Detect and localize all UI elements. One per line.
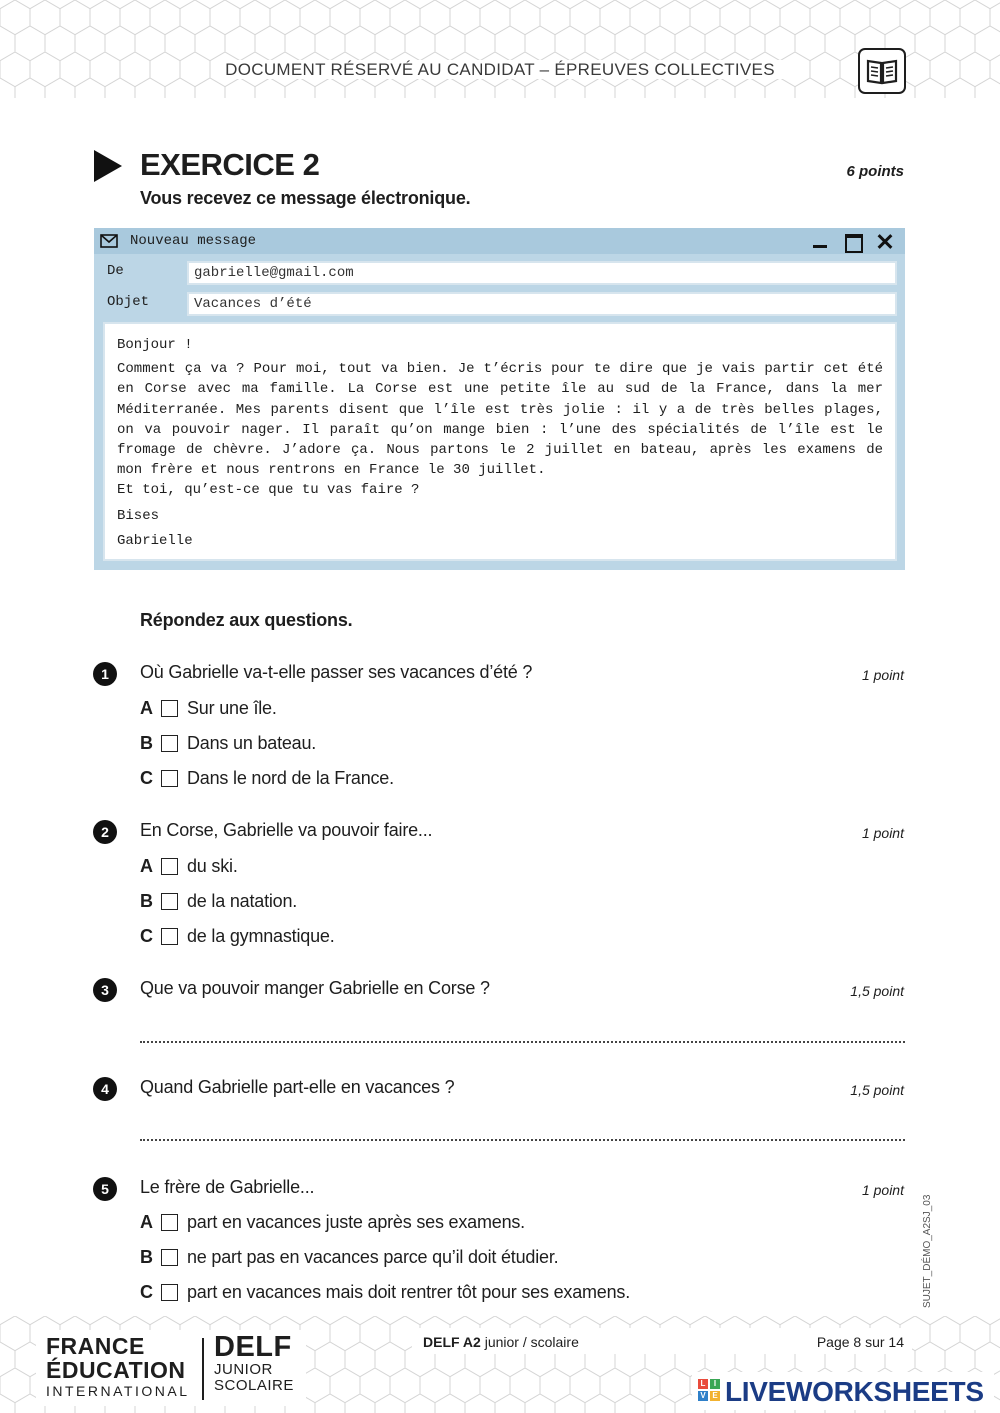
question-text: Où Gabrielle va-t-elle passer ses vacances d’été ? xyxy=(140,662,533,682)
question-points: 1,5 point xyxy=(850,983,904,999)
exercise-title: EXERCICE 2 xyxy=(140,147,320,182)
option-letter: C xyxy=(140,1282,153,1302)
liveworksheets-brand: LIVEWORKSHEETS xyxy=(725,1376,984,1407)
answer-instruction: Répondez aux questions. xyxy=(140,610,353,630)
exam-level-bold: DELF A2 xyxy=(423,1334,481,1350)
question-number: 3 xyxy=(93,978,117,1002)
france-education-logo xyxy=(46,1334,189,1400)
logo-letter: E xyxy=(710,1391,720,1401)
delf-logo xyxy=(214,1332,294,1394)
logo-letter: I xyxy=(710,1379,720,1389)
logo-line: FRANCE xyxy=(46,1333,145,1359)
answer-line[interactable] xyxy=(140,1041,905,1043)
maximize-icon[interactable] xyxy=(841,230,865,252)
question-points: 1 point xyxy=(861,825,904,841)
answer-checkbox[interactable] xyxy=(161,1249,178,1266)
liveworksheets-icon xyxy=(698,1379,722,1403)
exercise-points: 6 points xyxy=(846,163,904,180)
exercise-intro: Vous recevez ce message électronique. xyxy=(140,188,471,208)
option-text: de la gymnastique. xyxy=(187,926,335,946)
option-text: Dans le nord de la France. xyxy=(187,768,394,788)
option-text: part en vacances juste après ses examens. xyxy=(187,1212,525,1232)
answer-checkbox[interactable] xyxy=(161,858,178,875)
email-question-line: Et toi, qu’est-ce que tu vas faire ? xyxy=(117,482,420,499)
email-signature: Gabrielle xyxy=(117,532,193,549)
logo-line: SCOLAIRE xyxy=(214,1377,294,1394)
answer-checkbox[interactable] xyxy=(161,770,178,787)
option-letter: C xyxy=(140,768,153,788)
email-window-title: Nouveau message xyxy=(130,233,257,249)
from-label: De xyxy=(107,263,124,279)
question-points: 1 point xyxy=(861,667,904,683)
email-body xyxy=(103,322,897,561)
envelope-icon xyxy=(100,234,118,248)
option-letter: B xyxy=(140,1247,153,1267)
question-number: 1 xyxy=(93,662,117,686)
answer-checkbox[interactable] xyxy=(161,735,178,752)
answer-line[interactable] xyxy=(140,1139,905,1141)
option-letter: B xyxy=(140,733,153,753)
question-text: En Corse, Gabrielle va pouvoir faire... xyxy=(140,820,433,840)
option-text: Sur une île. xyxy=(187,698,277,718)
option-letter: A xyxy=(140,1212,153,1232)
email-greeting: Bonjour ! xyxy=(117,337,193,353)
page-number: Page 8 sur 14 xyxy=(816,1334,904,1350)
option-text: de la natation. xyxy=(187,891,298,911)
logo-line: DELF xyxy=(214,1331,292,1363)
exercise-arrow-icon xyxy=(94,150,122,182)
option-text: du ski. xyxy=(187,856,238,876)
question-number: 2 xyxy=(93,820,117,844)
from-field[interactable]: gabrielle@gmail.com xyxy=(187,261,897,285)
email-main-text: Comment ça va ? Pour moi, tout va bien. Je t’écris pour te dire que je vais partir cet été en Corse avec ma famille. La Corse est une petite île au sud de la France, dans la mer Méditerranée. Mes parents disent que l’île est très jolie : il y a de très belles plages, on va pouvoir nager. Il paraît qu’on mange bien : l’une des spécialités de l’île est le fromage de chèvre. J’adore ça. Nous partons le 2 juillet en bateau, après les examens de mon frère et nous rentrons en France le 30 juillet. xyxy=(117,361,883,479)
question-points: 1 point xyxy=(861,1182,904,1198)
option-letter: C xyxy=(140,926,153,946)
logo-line: ÉDUCATION xyxy=(46,1357,186,1383)
question-points: 1,5 point xyxy=(850,1082,904,1098)
answer-checkbox[interactable] xyxy=(161,1214,178,1231)
document-code: SUJET_DÉMO_A2SJ_03 xyxy=(922,1194,933,1308)
option-text: Dans un bateau. xyxy=(187,733,317,753)
header-hexagon-pattern xyxy=(0,0,1000,98)
close-icon[interactable] xyxy=(874,230,898,252)
subject-field[interactable]: Vacances d’été xyxy=(187,292,897,316)
question-text: Quand Gabrielle part-elle en vacances ? xyxy=(140,1077,455,1097)
logo-letter: V xyxy=(698,1391,708,1401)
logo-line: JUNIOR xyxy=(214,1361,273,1378)
header-title: DOCUMENT RÉSERVÉ AU CANDIDAT – ÉPREUVES COLLECTIVES xyxy=(0,60,1000,80)
answer-checkbox[interactable] xyxy=(161,700,178,717)
answer-checkbox[interactable] xyxy=(161,893,178,910)
exam-level xyxy=(423,1334,579,1350)
book-icon xyxy=(858,48,906,94)
option-letter: A xyxy=(140,856,153,876)
email-window xyxy=(94,228,905,570)
option-letter: B xyxy=(140,891,153,911)
question-number: 5 xyxy=(93,1177,117,1201)
answer-checkbox[interactable] xyxy=(161,1284,178,1301)
option-text: ne part pas en vacances parce qu’il doit étudier. xyxy=(187,1247,559,1267)
answer-checkbox[interactable] xyxy=(161,928,178,945)
subject-label: Objet xyxy=(107,294,150,310)
logo-divider xyxy=(202,1338,204,1400)
option-text: part en vacances mais doit rentrer tôt pour ses examens. xyxy=(187,1282,631,1302)
minimize-icon[interactable] xyxy=(809,230,833,252)
question-text: Le frère de Gabrielle... xyxy=(140,1177,315,1197)
logo-line: INTERNATIONAL xyxy=(46,1383,190,1399)
email-titlebar xyxy=(94,228,905,254)
exam-level-rest: junior / scolaire xyxy=(484,1334,579,1350)
logo-letter: L xyxy=(698,1379,708,1389)
email-closing: Bises xyxy=(117,507,160,524)
question-text: Que va pouvoir manger Gabrielle en Corse ? xyxy=(140,978,490,998)
option-letter: A xyxy=(140,698,153,718)
question-number: 4 xyxy=(93,1077,117,1101)
